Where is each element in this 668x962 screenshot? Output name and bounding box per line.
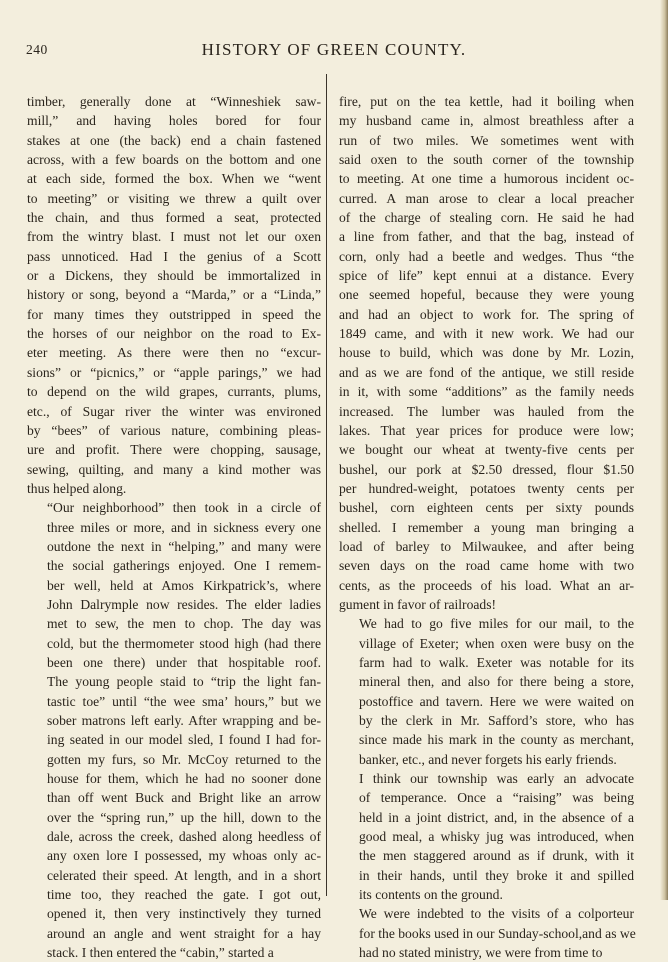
text-line: to depend on the wild grapes, currants, plums, — [27, 384, 321, 400]
text-line: The young people staid to “trip the light fan- — [47, 674, 321, 690]
text-line: ber well, held at Amos Kirkpatrick’s, where — [47, 577, 321, 593]
text-line: etc., of Sugar river the winter was environed — [27, 403, 321, 419]
text-line: postoffice and tavern. Here we were waited on — [359, 693, 634, 709]
text-line: pass unnoticed. Had I the genius of a Scott — [27, 248, 321, 264]
paragraph — [27, 498, 321, 962]
text-line: met to sew, the men to chop. The day was — [47, 616, 321, 632]
text-line: and as we are fond of the antique, we still reside — [339, 364, 634, 380]
text-line: or a Dickens, they should be immortalized in — [27, 268, 321, 284]
text-line: from the wintry blast. I must not let our oxen — [27, 229, 321, 245]
text-line: by the clerk in Mr. Safford’s store, who has — [359, 713, 634, 728]
text-line: increased. The lumber was hauled from the — [339, 403, 634, 419]
text-line: held in a joint district, and, in the absence of a — [359, 809, 634, 825]
text-line: to meeting. At one time a humorous incident oc- — [339, 171, 634, 187]
text-line: stakes at one (the back) end a chain fastened — [27, 132, 321, 148]
text-line: load of barley to Milwaukee, and after being — [339, 538, 634, 554]
text-line: shelled. I remember a young man bringing a — [339, 519, 634, 535]
text-line: 1849 came, and with it new work. We had our — [339, 326, 634, 342]
text-line: to meeting” or visiting we threw a quilt over — [27, 190, 321, 206]
text-line: celerated their speed. At length, and in a short — [47, 867, 321, 883]
text-line: seven days on the road came home with two — [339, 558, 634, 574]
text-line: farm had to walk. Exeter was notable for its — [359, 654, 634, 670]
text-line: time too, they reached the gate. I got out, — [47, 887, 321, 903]
text-line: bushel, corn eighteen cents per sixty pounds — [339, 500, 634, 516]
text-line: ing seated in our model sled, I found I had for- — [47, 732, 321, 748]
paragraph — [27, 92, 321, 498]
page-binding-edge — [660, 0, 668, 900]
text-line: the horses of our neighbor on the road to Ex- — [27, 326, 321, 342]
text-line: been one there) under that hospitable roof. — [47, 654, 321, 670]
page-number: 240 — [26, 42, 48, 57]
text-line: we bought our wheat at twenty-five cents per — [339, 442, 634, 458]
text-line: corn, only had a beetle and wedges. Thus “the — [339, 248, 634, 264]
text-line: of the charge of stealing corn. He said he had — [339, 210, 634, 226]
text-line: the chain, and thus formed a seat, protected — [27, 210, 321, 226]
text-line: the men staggered around as if drunk, with it — [359, 848, 634, 864]
text-line: in it, with some “additions” as the family needs — [339, 384, 634, 400]
text-line: my husband came in, almost breathless after a — [339, 113, 634, 129]
text-line: sewing, quilting, and many a kind mother was — [27, 461, 321, 477]
text-line: “Our neighborhood” then took in a circle of — [47, 500, 321, 516]
paragraph — [339, 769, 634, 904]
text-line: three miles or more, and in sickness every one — [47, 519, 321, 535]
text-line: of temperance. Once a “raising” was being — [359, 790, 634, 806]
text-line: said oxen to the south corner of the township — [339, 152, 634, 168]
text-line: eter meeting. As there were then no “excur- — [27, 345, 321, 361]
text-line: run of two miles. We sometimes went with — [339, 132, 634, 148]
text-line: and had an object to work for. The spring of — [339, 306, 634, 322]
text-line: for the books used in our Sunday-school,and as we — [359, 925, 636, 941]
text-line: at each side, formed the box. When we “went — [27, 171, 321, 187]
text-line: for many times they outstripped in speed the — [27, 306, 321, 322]
text-line: mineral then, and also for there being a store, — [359, 674, 634, 690]
text-line: had no stated ministry, we were from time to — [359, 945, 603, 961]
text-line: outdone the next in “helping,” and many were — [47, 538, 321, 554]
text-line: sions” or “picnics,” or “apple parings,” we had — [27, 364, 321, 380]
text-line: in their hands, until they broke it and spilled — [359, 867, 634, 883]
text-line: gument in favor of railroads! — [339, 596, 497, 612]
text-line: We had to go five miles for our mail, to the — [359, 616, 634, 632]
text-line: tastic toe” until “the wee sma’ hours,” but we — [47, 693, 321, 709]
text-line: history or song, beyond a “Marda,” or a “Linda,” — [27, 287, 321, 303]
text-line: dale, across the creek, dashed along heedless of — [47, 829, 321, 845]
text-line: gotten my furs, so Mr. McCoy returned to the — [47, 751, 321, 767]
right-column — [339, 92, 634, 962]
text-line: cold, but the thermometer stood high (had there — [47, 635, 321, 651]
column-divider — [325, 74, 327, 896]
text-line: John Dalrymple now resides. The elder ladies — [47, 596, 321, 612]
text-line: curred. A man arose to clear a local preacher — [339, 190, 634, 206]
text-line: ure and profit. There were chopping, sausage, — [27, 442, 321, 458]
text-line: spice of life” kept ennui at a distance. Every — [339, 268, 634, 284]
text-line: over the “spring run,” up the hill, down to the — [47, 809, 321, 825]
text-line: house to build, which was done by Mr. Lozin, — [339, 345, 634, 361]
text-line: good meal, a whisky jug was introduced, when — [359, 829, 634, 845]
paragraph — [339, 904, 634, 962]
text-line: house for them, which he had no sooner done — [47, 771, 321, 787]
text-line: the social gatherings enjoyed. One I remem- — [47, 558, 321, 574]
left-column — [27, 92, 321, 962]
paragraph — [339, 92, 634, 614]
text-line: than off went Buck and Bright like an arrow — [47, 790, 321, 806]
text-line: thus helped along. — [27, 480, 127, 496]
text-line: bushel, our pork at $2.50 dressed, flour $1.50 — [339, 461, 634, 477]
text-line: since made his mark in the county as merchant, — [359, 732, 634, 748]
text-line: by “bees” of various nature, combining pleas- — [27, 422, 321, 438]
text-line: I think our township was early an advocate — [359, 771, 634, 787]
page-header — [26, 42, 642, 66]
text-line: around an angle and went straight for a hay — [47, 925, 321, 941]
paragraph — [339, 614, 634, 769]
text-line: lakes. That year prices for produce were low; — [339, 422, 634, 438]
text-line: village of Exeter; when oxen were busy on the — [359, 635, 634, 651]
text-line: any oxen lore I possessed, my whoas only ac- — [47, 848, 321, 864]
text-line: timber, generally done at “Winneshiek saw- — [27, 94, 321, 109]
text-line: one seemed hopeful, because they were young — [339, 287, 634, 303]
text-line: sober matrons left early. After wrapping and be- — [47, 713, 321, 728]
text-line: opened it, then very instinctively they turned — [47, 906, 321, 922]
text-line: fire, put on the tea kettle, had it boiling when — [339, 94, 634, 109]
text-line: a line from father, and that the bag, instead of — [339, 229, 634, 245]
running-title: HISTORY OF GREEN COUNTY. — [201, 40, 467, 59]
text-line: We were indebted to the visits of a colporteur — [359, 906, 634, 922]
text-line: cents, as the proceeds of his load. What an ar- — [339, 577, 634, 593]
text-line: mill,” and having holes bored for four — [27, 113, 321, 129]
text-line: its contents on the ground. — [359, 887, 503, 903]
text-line: banker, etc., and never forgets his early friends. — [359, 751, 617, 767]
text-line: per hundred-weight, potatoes twenty cents per — [339, 480, 634, 496]
text-line: stack. I then entered the “cabin,” started a — [47, 945, 274, 961]
text-line: across, with a few boards on the bottom and one — [27, 152, 321, 168]
